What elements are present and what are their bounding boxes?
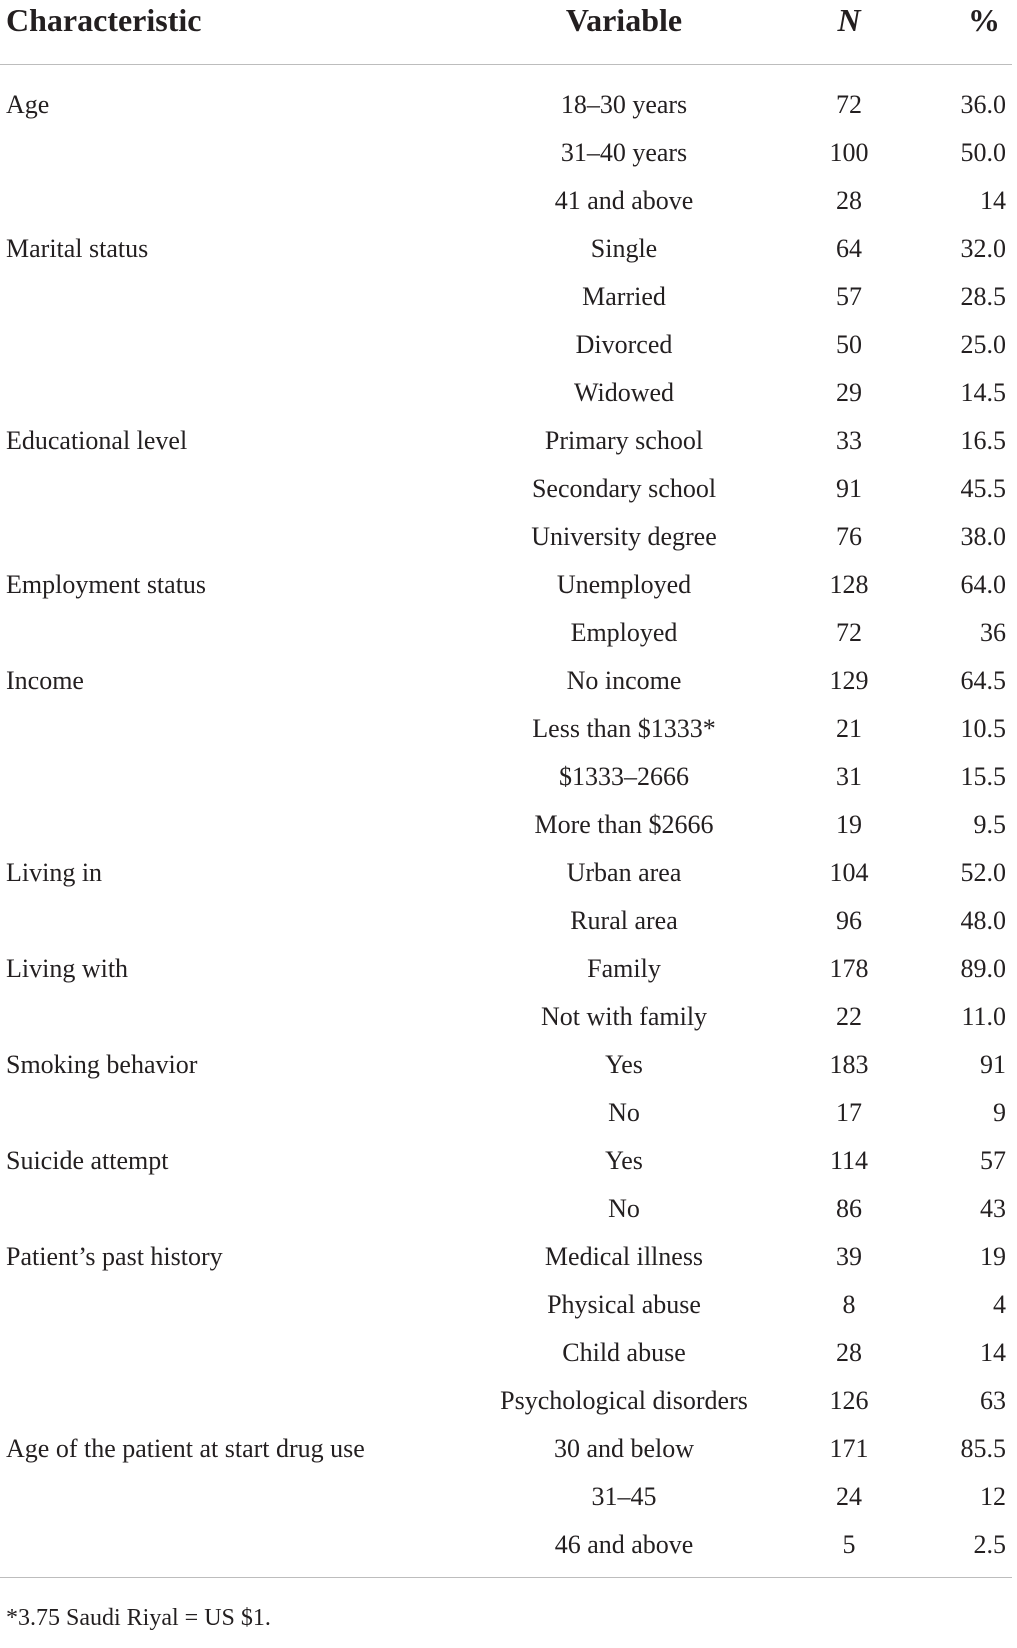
cell-variable: Divorced (575, 330, 673, 359)
table-row (0, 705, 1012, 753)
cell-n: 100 (829, 138, 869, 167)
table-row (0, 1281, 1012, 1329)
cell-percent: 38.0 (960, 522, 1006, 551)
cell-n: 39 (836, 1242, 862, 1271)
cell-characteristic (0, 465, 455, 513)
cell-variable: More than $2666 (534, 810, 714, 839)
cell-n: 28 (836, 1338, 862, 1367)
cell-characteristic (0, 369, 455, 417)
cell-percent: 25.0 (960, 330, 1006, 359)
cell-percent: 36.0 (960, 90, 1006, 119)
cell-characteristic: Employment status (6, 570, 207, 599)
table-row (0, 1137, 1012, 1185)
table-row (0, 465, 1012, 513)
cell-percent: 14 (980, 186, 1006, 215)
table-row (0, 321, 1012, 369)
cell-percent: 57 (980, 1146, 1006, 1175)
cell-n: 114 (829, 1146, 869, 1175)
cell-n: 57 (836, 282, 862, 311)
cell-characteristic (0, 1089, 455, 1137)
table-body (0, 65, 1012, 1578)
table-row (0, 369, 1012, 417)
table-footnote: *3.75 Saudi Riyal = US $1. (6, 1605, 271, 1631)
table-header (0, 0, 1012, 65)
cell-percent: 28.5 (960, 282, 1006, 311)
cell-percent: 14.5 (960, 378, 1006, 407)
cell-percent: 14 (980, 1338, 1006, 1367)
cell-characteristic (0, 321, 455, 369)
cell-variable: 31–45 (591, 1482, 657, 1511)
cell-characteristic (0, 1281, 455, 1329)
cell-n: 24 (836, 1482, 862, 1511)
cell-characteristic (0, 1185, 455, 1233)
cell-variable: $1333–2666 (559, 762, 689, 791)
cell-variable: Less than $1333* (532, 714, 716, 743)
cell-characteristic (0, 801, 455, 849)
cell-n: 33 (836, 426, 862, 455)
cell-variable: No income (566, 666, 682, 695)
cell-n: 104 (829, 858, 869, 887)
cell-variable: Single (590, 234, 658, 263)
table-row (0, 897, 1012, 945)
cell-characteristic: Educational level (6, 426, 188, 455)
cell-characteristic (0, 1377, 455, 1425)
cell-characteristic (0, 129, 455, 177)
cell-percent: 4 (993, 1290, 1006, 1319)
cell-n: 29 (836, 378, 862, 407)
table-row (0, 1233, 1012, 1281)
table-row (0, 609, 1012, 657)
cell-percent: 63 (980, 1386, 1006, 1415)
cell-percent: 9 (993, 1098, 1006, 1127)
cell-variable: University degree (531, 522, 717, 551)
cell-characteristic (0, 513, 455, 561)
table-row (0, 945, 1012, 993)
cell-characteristic: Smoking behavior (6, 1050, 198, 1079)
cell-variable: Psychological disorders (500, 1386, 748, 1415)
cell-n: 22 (836, 1002, 862, 1031)
cell-n: 28 (836, 186, 862, 215)
cell-variable: Married (582, 282, 666, 311)
cell-n: 183 (829, 1050, 869, 1079)
cell-percent: 89.0 (960, 954, 1006, 983)
cell-n: 171 (829, 1434, 869, 1463)
cell-percent: 45.5 (960, 474, 1006, 503)
cell-variable: Physical abuse (547, 1290, 701, 1319)
cell-characteristic (0, 1521, 455, 1569)
cell-percent: 85.5 (960, 1434, 1006, 1463)
cell-variable: Primary school (544, 426, 704, 455)
cell-percent: 16.5 (960, 426, 1006, 455)
cell-variable: Family (587, 954, 661, 983)
cell-percent: 19 (980, 1242, 1006, 1271)
cell-n: 21 (836, 714, 862, 743)
cell-characteristic: Suicide attempt (6, 1146, 169, 1175)
header-variable: Variable (455, 0, 793, 65)
cell-n: 128 (829, 570, 869, 599)
cell-n: 17 (836, 1098, 862, 1127)
cell-variable: Not with family (540, 1002, 708, 1031)
cell-n: 31 (836, 762, 862, 791)
cell-characteristic: Age (6, 90, 50, 119)
table-row (0, 1473, 1012, 1521)
cell-variable: No (608, 1098, 640, 1127)
cell-percent: 15.5 (960, 762, 1006, 791)
cell-n: 129 (829, 666, 869, 695)
table-row (0, 513, 1012, 561)
table-row (0, 81, 1012, 129)
cell-characteristic (0, 177, 455, 225)
table-row (0, 1041, 1012, 1089)
cell-n: 86 (836, 1194, 862, 1223)
header-row (0, 0, 1012, 65)
cell-variable: 41 and above (554, 186, 694, 215)
cell-variable: No (608, 1194, 640, 1223)
cell-characteristic: Patient’s past history (6, 1242, 223, 1271)
cell-variable: Employed (570, 618, 678, 647)
cell-percent: 50.0 (960, 138, 1006, 167)
cell-percent: 64.0 (960, 570, 1006, 599)
table-row (0, 849, 1012, 897)
table-bottom-rule (0, 1569, 1012, 1578)
cell-characteristic (0, 993, 455, 1041)
cell-n: 50 (836, 330, 862, 359)
cell-variable: Yes (605, 1050, 643, 1079)
cell-percent: 32.0 (960, 234, 1006, 263)
cell-characteristic (0, 1473, 455, 1521)
table-row (0, 177, 1012, 225)
cell-variable: Secondary school (531, 474, 717, 503)
table-row (0, 801, 1012, 849)
table-row (0, 561, 1012, 609)
cell-n: 8 (842, 1290, 856, 1319)
cell-n: 178 (829, 954, 869, 983)
cell-percent: 43 (980, 1194, 1006, 1223)
cell-characteristic: Marital status (6, 234, 149, 263)
table-row (0, 417, 1012, 465)
cell-percent: 11.0 (961, 1002, 1006, 1031)
table-row (0, 273, 1012, 321)
cell-percent: 64.5 (960, 666, 1006, 695)
table-row (0, 1089, 1012, 1137)
cell-variable: Child abuse (562, 1338, 686, 1367)
cell-n: 5 (842, 1530, 856, 1559)
table-row (0, 657, 1012, 705)
table-row (0, 1377, 1012, 1425)
cell-characteristic (0, 1329, 455, 1377)
table-row (0, 1521, 1012, 1569)
cell-characteristic (0, 753, 455, 801)
cell-variable: 31–40 years (560, 138, 688, 167)
cell-characteristic: Income (6, 666, 84, 695)
table-row (0, 1425, 1012, 1473)
cell-n: 64 (836, 234, 862, 263)
cell-characteristic (0, 609, 455, 657)
cell-variable: 18–30 years (560, 90, 688, 119)
cell-n: 76 (836, 522, 862, 551)
table-row (0, 1329, 1012, 1377)
cell-characteristic: Living in (6, 858, 103, 887)
cell-n: 19 (836, 810, 862, 839)
cell-characteristic: Age of the patient at start drug use (6, 1434, 365, 1463)
cell-n: 91 (836, 474, 862, 503)
table-row (0, 1185, 1012, 1233)
cell-variable: 30 and below (553, 1434, 695, 1463)
table-row (0, 129, 1012, 177)
cell-n: 72 (836, 90, 862, 119)
header-characteristic: Characteristic (0, 0, 455, 65)
cell-percent: 10.5 (960, 714, 1006, 743)
cell-characteristic (0, 897, 455, 945)
table-row (0, 225, 1012, 273)
table-row (0, 753, 1012, 801)
header-spacer (0, 65, 1012, 82)
cell-n: 126 (829, 1386, 869, 1415)
cell-n: 96 (836, 906, 862, 935)
cell-n: 72 (836, 618, 862, 647)
cell-percent: 36 (980, 618, 1006, 647)
cell-percent: 2.5 (973, 1530, 1006, 1559)
header-n: N (793, 0, 905, 65)
header-percent: % (905, 0, 1012, 65)
cell-characteristic (0, 705, 455, 753)
cell-variable: Medical illness (544, 1242, 704, 1271)
cell-percent: 9.5 (973, 810, 1006, 839)
cell-percent: 91 (980, 1050, 1006, 1079)
cell-percent: 52.0 (960, 858, 1006, 887)
cell-percent: 48.0 (960, 906, 1006, 935)
cell-characteristic (0, 273, 455, 321)
cell-characteristic: Living with (6, 954, 129, 983)
cell-variable: Urban area (566, 858, 682, 887)
table-row (0, 993, 1012, 1041)
cell-variable: Unemployed (556, 570, 692, 599)
cell-variable: Widowed (573, 378, 675, 407)
cell-variable: 46 and above (554, 1530, 694, 1559)
cell-variable: Yes (605, 1146, 643, 1175)
cell-variable: Rural area (570, 906, 678, 935)
cell-percent: 12 (980, 1482, 1006, 1511)
